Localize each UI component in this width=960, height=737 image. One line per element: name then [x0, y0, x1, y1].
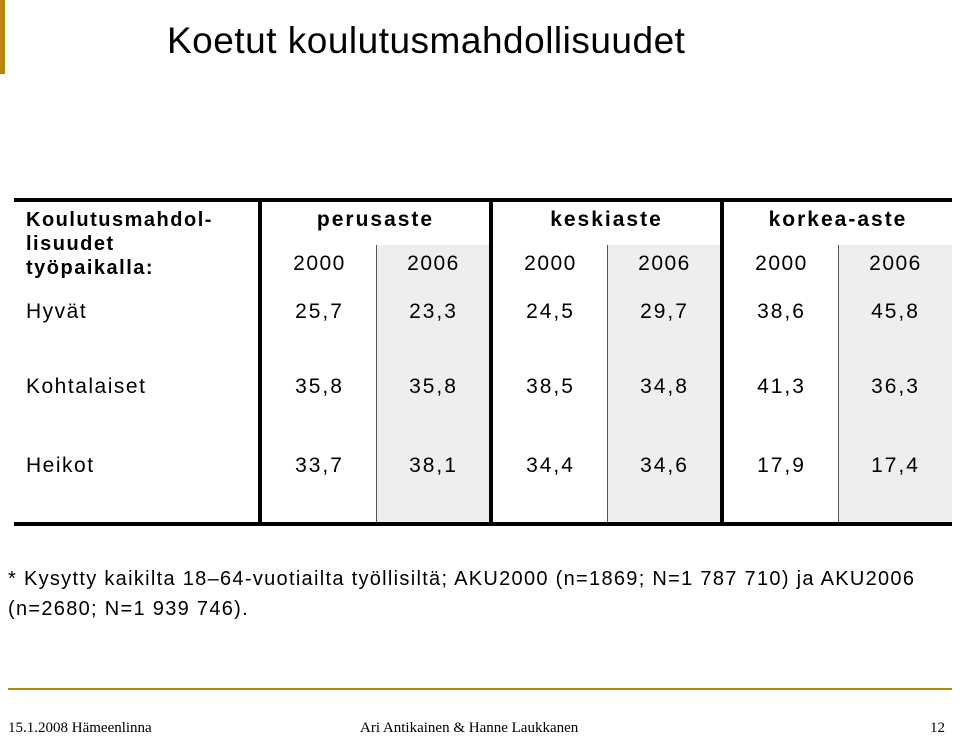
group-label-keskiaste: keskiaste: [550, 208, 663, 231]
table-cell: 17,9: [757, 454, 806, 477]
footer-rule: [8, 688, 952, 690]
table-cell: 38,1: [409, 454, 458, 477]
table-top-rule: [14, 198, 952, 202]
table-cell: 38,5: [526, 375, 575, 398]
year-header: 2000: [755, 252, 808, 275]
slide-title: Koetut koulutusmahdollisuudet: [167, 20, 686, 61]
year-header: 2006: [407, 252, 460, 275]
table-cell: 25,7: [295, 300, 344, 323]
year-header: 2000: [293, 252, 346, 275]
table-bottom-rule: [14, 522, 952, 526]
table-cell: 33,7: [295, 454, 344, 477]
group-label-perusaste: perusaste: [316, 208, 435, 231]
footer-date-place: 15.1.2008 Hämeenlinna: [8, 720, 152, 736]
table-cell: 41,3: [757, 375, 806, 398]
row-label-kohtalaiset: Kohtalaiset: [26, 375, 147, 398]
table-cell: 38,6: [757, 300, 806, 323]
corner-decoration: [0, 0, 5, 74]
row-header-line: Koulutusmahdol-: [26, 209, 213, 231]
table-cell: 35,8: [295, 375, 344, 398]
row-header-line: työpaikalla:: [26, 257, 155, 279]
row-label-hyvat: Hyvät: [26, 300, 88, 323]
table-cell: 29,7: [640, 300, 689, 323]
footnote: * Kysytty kaikilta 18–64-vuotiailta työllisiltä; AKU2000 (n=1869; N=1 787 710) ja AKU2006 (n=2680; N=1 939 746).: [8, 568, 916, 620]
table-cell: 45,8: [871, 300, 920, 323]
year-header: 2006: [869, 252, 922, 275]
year-header: 2006: [638, 252, 691, 275]
footer-page-number: 12: [930, 720, 945, 736]
table-cell: 36,3: [871, 375, 920, 398]
table-cell: 34,6: [640, 454, 689, 477]
table-cell: 35,8: [409, 375, 458, 398]
table-cell: 17,4: [871, 454, 920, 477]
row-header-line: lisuudet: [26, 233, 115, 255]
group-label-korkea-aste: korkea-aste: [768, 208, 908, 231]
row-header-label: [26, 208, 213, 280]
education-table: [14, 198, 952, 528]
row-label-heikot: Heikot: [26, 454, 95, 477]
table-cell: 34,8: [640, 375, 689, 398]
table-cell: 34,4: [526, 454, 575, 477]
table-cell: 23,3: [409, 300, 458, 323]
footer-authors: Ari Antikainen & Hanne Laukkanen: [360, 720, 579, 736]
table-cell: 24,5: [526, 300, 575, 323]
year-header: 2000: [524, 252, 577, 275]
